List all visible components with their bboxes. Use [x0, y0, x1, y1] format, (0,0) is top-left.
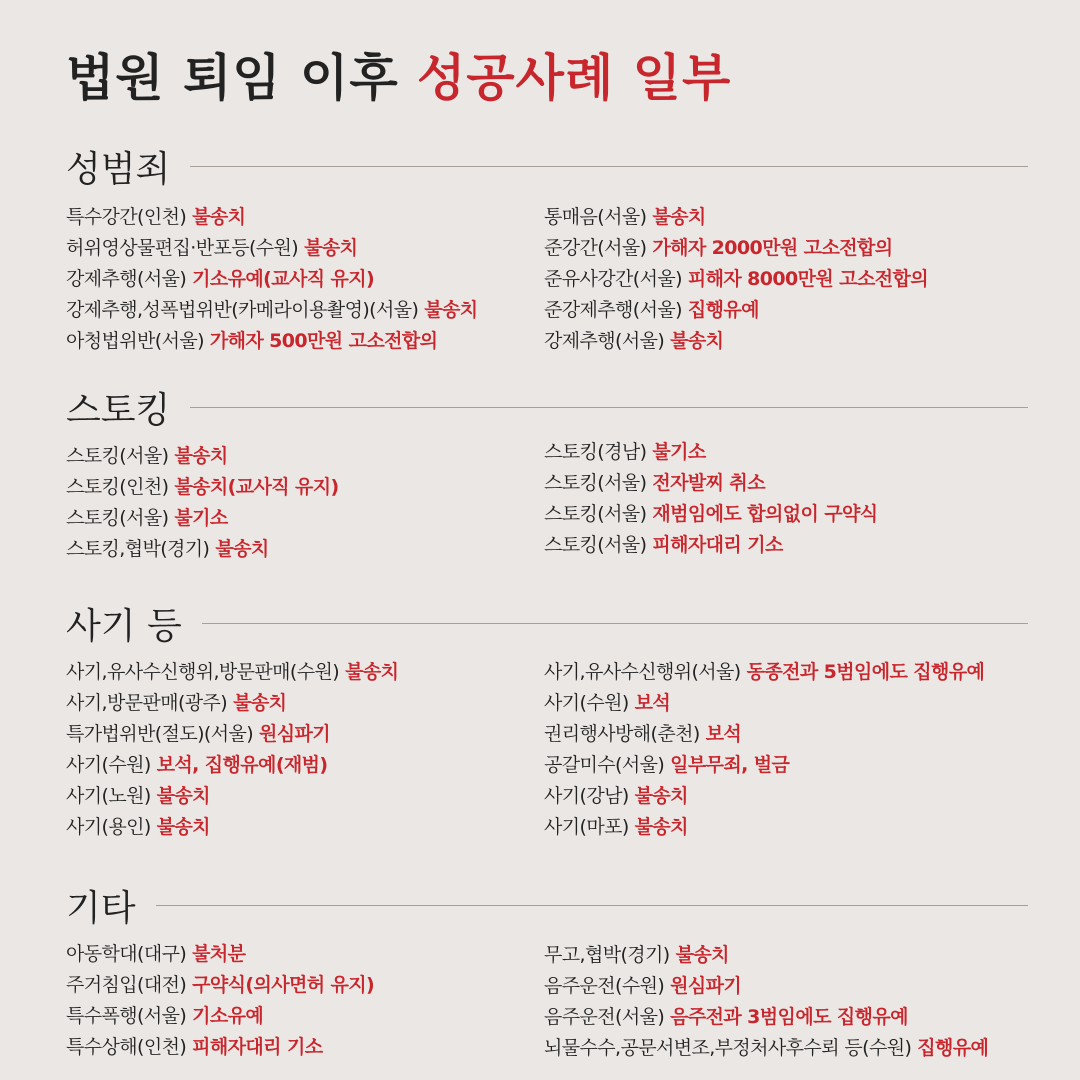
- case-result: 불송치: [670, 330, 724, 352]
- case-result: 불기소: [652, 441, 706, 463]
- case-name: 준강간(서울): [544, 237, 647, 259]
- case-name: 스토킹(서울): [66, 507, 169, 529]
- case-item: [66, 264, 478, 295]
- case-result: 보석: [634, 692, 671, 714]
- case-item: [544, 499, 878, 530]
- case-name: 특수강간(인천): [66, 206, 187, 228]
- case-name: 통매음(서울): [544, 206, 647, 228]
- case-list-left: [66, 939, 374, 1063]
- case-result: 보석: [705, 723, 742, 745]
- section-divider: [156, 905, 1028, 906]
- case-item: [544, 326, 928, 357]
- case-result: 불기소: [174, 507, 228, 529]
- case-result: 피해자대리 기소: [652, 534, 783, 556]
- case-name: 스토킹,협박(경기): [66, 538, 210, 560]
- case-item: [544, 657, 984, 688]
- case-list-left: [66, 202, 478, 357]
- case-result: 가해자 500만원 고소전합의: [209, 330, 438, 352]
- case-name: 아청법위반(서울): [66, 330, 204, 352]
- case-name: 스토킹(서울): [544, 534, 647, 556]
- case-item: [66, 719, 398, 750]
- case-result: 불송치: [675, 944, 729, 966]
- case-item: [544, 295, 928, 326]
- case-item: [66, 750, 398, 781]
- case-result: 구약식(의사면허 유지): [192, 974, 375, 996]
- case-item: [544, 940, 988, 971]
- section-header-sex-crimes: [66, 141, 1028, 191]
- case-item: [544, 468, 878, 499]
- case-name: 스토킹(인천): [66, 476, 169, 498]
- case-name: 아동학대(대구): [66, 943, 187, 965]
- case-item: [66, 202, 478, 233]
- case-item: [544, 781, 984, 812]
- case-name: 사기(노원): [66, 785, 151, 807]
- case-item: [66, 1032, 374, 1063]
- case-item: [66, 503, 339, 534]
- section-header-other: [66, 880, 1028, 930]
- case-result: 불송치: [304, 237, 358, 259]
- section-heading: 스토킹: [66, 389, 171, 431]
- case-name: 음주운전(수원): [544, 975, 665, 997]
- case-item: [544, 264, 928, 295]
- case-result: 불송치: [345, 661, 399, 683]
- case-item: [66, 657, 398, 688]
- case-name: 스토킹(서울): [66, 445, 169, 467]
- case-name: 준유사강간(서울): [544, 268, 682, 290]
- case-name: 강제추행,성폭법위반(카메라이용촬영)(서울): [66, 299, 419, 321]
- case-item: [544, 1033, 988, 1064]
- case-name: 사기(수원): [544, 692, 629, 714]
- case-item: [544, 812, 984, 843]
- case-result: 기소유예(교사직 유지): [192, 268, 375, 290]
- case-result: 가해자 2000만원 고소전합의: [652, 237, 893, 259]
- case-result: 불송치: [156, 785, 210, 807]
- case-result: 피해자대리 기소: [192, 1036, 323, 1058]
- case-name: 사기,유사수신행위(서울): [544, 661, 741, 683]
- case-result: 일부무죄, 벌금: [670, 754, 790, 776]
- case-result: 불송치: [215, 538, 269, 560]
- case-result: 불송치: [156, 816, 210, 838]
- case-name: 강제추행(서울): [544, 330, 665, 352]
- case-name: 특수폭행(서울): [66, 1005, 187, 1027]
- case-item: [544, 233, 928, 264]
- case-result: 원심파기: [259, 723, 331, 745]
- case-result: 불송치: [634, 816, 688, 838]
- case-name: 스토킹(서울): [544, 503, 647, 525]
- case-result: 동종전과 5범임에도 집행유예: [746, 661, 985, 683]
- case-name: 권리행사방해(춘천): [544, 723, 700, 745]
- case-name: 허위영상물편집·반포등(수원): [66, 237, 299, 259]
- case-list-right: [544, 437, 878, 561]
- section-header-stalking: [66, 382, 1028, 432]
- case-item: [544, 750, 984, 781]
- case-item: [66, 1001, 374, 1032]
- case-list-left: [66, 441, 339, 565]
- case-result: 보석, 집행유예(재범): [156, 754, 328, 776]
- case-result: 음주전과 3범임에도 집행유예: [670, 1006, 908, 1028]
- section-divider: [190, 166, 1028, 167]
- case-name: 사기(수원): [66, 754, 151, 776]
- case-result: 불송치: [424, 299, 478, 321]
- case-name: 사기,유사수신행위,방문판매(수원): [66, 661, 340, 683]
- page-title: [66, 38, 731, 110]
- case-name: 스토킹(서울): [544, 472, 647, 494]
- section-heading: 사기 등: [66, 605, 182, 647]
- case-result: 불처분: [192, 943, 246, 965]
- case-result: 불송치: [652, 206, 706, 228]
- case-name: 공갈미수(서울): [544, 754, 665, 776]
- title-main: 법원 퇴임 이후: [66, 48, 418, 107]
- section-header-fraud: [66, 598, 1028, 648]
- case-result: 피해자 8000만원 고소전합의: [687, 268, 928, 290]
- case-item: [544, 1002, 988, 1033]
- case-name: 사기(강남): [544, 785, 629, 807]
- case-name: 스토킹(경남): [544, 441, 647, 463]
- case-result: 재범임에도 합의없이 구약식: [652, 503, 878, 525]
- case-item: [66, 472, 339, 503]
- case-item: [66, 812, 398, 843]
- case-item: [66, 781, 398, 812]
- case-item: [544, 437, 878, 468]
- case-item: [66, 534, 339, 565]
- case-name: 강제추행(서울): [66, 268, 187, 290]
- case-name: 특수상해(인천): [66, 1036, 187, 1058]
- case-result: 전자발찌 취소: [652, 472, 765, 494]
- section-divider: [190, 407, 1028, 408]
- case-item: [544, 202, 928, 233]
- case-name: 뇌물수수,공문서변조,부정처사후수뢰 등(수원): [544, 1037, 912, 1059]
- case-list-right: [544, 202, 928, 357]
- case-item: [66, 441, 339, 472]
- case-result: 불송치: [634, 785, 688, 807]
- case-item: [66, 688, 398, 719]
- case-list-left: [66, 657, 398, 843]
- case-name: 준강제추행(서울): [544, 299, 682, 321]
- case-item: [66, 233, 478, 264]
- case-item: [66, 326, 478, 357]
- case-item: [66, 939, 374, 970]
- case-name: 사기(마포): [544, 816, 629, 838]
- case-item: [544, 688, 984, 719]
- case-name: 특가법위반(절도)(서울): [66, 723, 254, 745]
- case-item: [544, 719, 984, 750]
- case-result: 원심파기: [670, 975, 742, 997]
- case-item: [544, 530, 878, 561]
- section-heading: 기타: [66, 887, 136, 929]
- case-result: 집행유예: [917, 1037, 989, 1059]
- case-list-right: [544, 657, 984, 843]
- case-result: 기소유예: [192, 1005, 264, 1027]
- case-result: 집행유예: [687, 299, 759, 321]
- case-name: 사기,방문판매(광주): [66, 692, 228, 714]
- section-divider: [202, 623, 1028, 624]
- case-list-right: [544, 940, 988, 1064]
- title-accent: 성공사례 일부: [417, 48, 732, 107]
- case-name: 사기(용인): [66, 816, 151, 838]
- case-name: 주거침입(대전): [66, 974, 187, 996]
- case-name: 음주운전(서울): [544, 1006, 665, 1028]
- case-item: [544, 971, 988, 1002]
- case-result: 불송치: [233, 692, 287, 714]
- case-item: [66, 970, 374, 1001]
- case-result: 불송치: [192, 206, 246, 228]
- case-name: 무고,협박(경기): [544, 944, 670, 966]
- case-result: 불송치: [174, 445, 228, 467]
- case-result: 불송치(교사직 유지): [174, 476, 339, 498]
- section-heading: 성범죄: [66, 148, 171, 190]
- case-item: [66, 295, 478, 326]
